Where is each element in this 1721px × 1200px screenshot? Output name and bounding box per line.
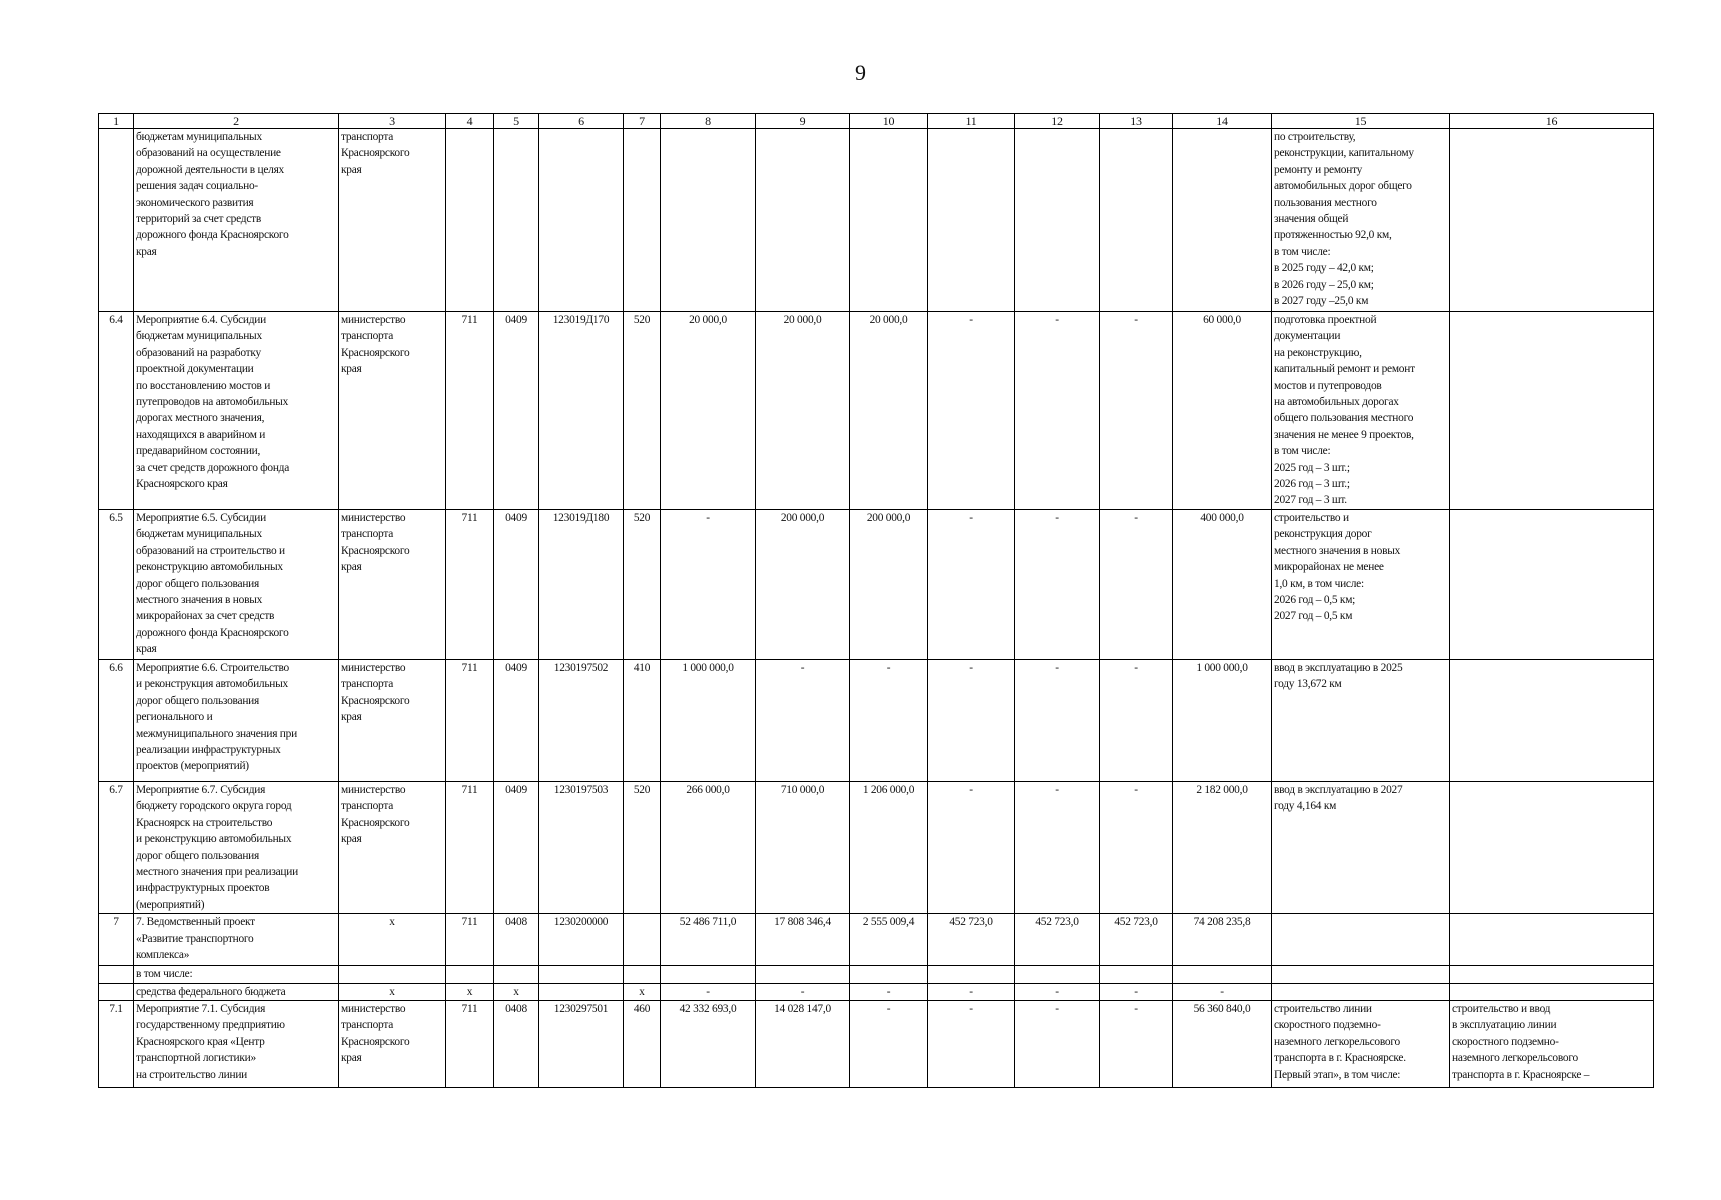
cell-c5: x [494,983,539,1000]
col-header: 15 [1272,114,1450,129]
cell-c7: 410 [624,659,661,781]
cell-c14: 74 208 235,8 [1173,914,1272,966]
table-row [99,1000,1654,1087]
cell-c9: 20 000,0 [756,312,850,510]
cell-c10: - [850,983,928,1000]
cell-c8: 266 000,0 [661,781,756,913]
cell-c11: - [928,312,1015,510]
col-header: 9 [756,114,850,129]
cell-c4: 711 [446,781,494,913]
cell-c8: 20 000,0 [661,312,756,510]
cell-c15: ввод в эксплуатацию в 2027 году 4,164 км [1272,781,1450,913]
cell-c6: 1230197502 [539,659,624,781]
cell-c6: 123019Д170 [539,312,624,510]
cell-c10: 2 555 009,4 [850,914,928,966]
col-header: 6 [539,114,624,129]
cell-c14: - [1173,983,1272,1000]
cell-no: 7 [99,914,134,966]
cell-c9 [756,966,850,983]
cell-no: 6.6 [99,659,134,781]
cell-exec: министерство транспорта Красноярского края [339,1000,446,1087]
cell-c16 [1450,659,1654,781]
col-header: 12 [1015,114,1100,129]
cell-c12 [1015,129,1100,312]
cell-c5: 0408 [494,914,539,966]
cell-c11: - [928,1000,1015,1087]
cell-exec: транспорта Красноярского края [339,129,446,312]
cell-name: 7. Ведомственный проект «Развитие транспортного комплекса» [134,914,339,966]
cell-no [99,983,134,1000]
cell-c5 [494,129,539,312]
cell-c8 [661,129,756,312]
cell-c8: - [661,509,756,659]
cell-c12: - [1015,312,1100,510]
cell-exec: министерство транспорта Красноярского края [339,659,446,781]
cell-c11: - [928,509,1015,659]
cell-c8: 52 486 711,0 [661,914,756,966]
header-row [99,114,1654,129]
cell-c15 [1272,914,1450,966]
cell-c11: 452 723,0 [928,914,1015,966]
cell-c12: - [1015,983,1100,1000]
cell-c12 [1015,966,1100,983]
cell-c8 [661,966,756,983]
cell-c10: 20 000,0 [850,312,928,510]
cell-c15: подготовка проектной документации на реконструкцию, капитальный ремонт и ремонт мостов и путепроводов на автомобильных дорогах общего пользования местного значения не менее 9 проектов, в том числе: 2025 год – 3 шт.; 2026 год – 3 шт.; 2027 год – 3 шт. [1272,312,1450,510]
cell-c4: 711 [446,1000,494,1087]
cell-c12: - [1015,781,1100,913]
col-header: 14 [1173,114,1272,129]
cell-c15: строительство линии скоростного подземно- наземного легкорельсового транспорта в г. Красноярске. Первый этап», в том числе: [1272,1000,1450,1087]
cell-c11: - [928,781,1015,913]
cell-c16 [1450,966,1654,983]
cell-exec: министерство транспорта Красноярского края [339,312,446,510]
cell-name: Мероприятие 6.6. Строительство и реконструкция автомобильных дорог общего пользования регионального и межмуниципального значения при реализации инфраструктурных проектов (мероприятий) [134,659,339,781]
col-header: 10 [850,114,928,129]
page-number: 9 [855,60,866,85]
cell-c7: 460 [624,1000,661,1087]
cell-c6: 1230197503 [539,781,624,913]
cell-no: 6.7 [99,781,134,913]
cell-name: бюджетам муниципальных образований на осуществление дорожной деятельности в целях решения задач социально- экономического развития территорий за счет средств дорожного фонда Красноярского края [134,129,339,312]
cell-c13 [1100,129,1173,312]
table-row [99,509,1654,659]
cell-c9 [756,129,850,312]
cell-c5: 0409 [494,781,539,913]
cell-c9: - [756,659,850,781]
cell-c6: 123019Д180 [539,509,624,659]
col-header: 11 [928,114,1015,129]
cell-c12: 452 723,0 [1015,914,1100,966]
cell-c8: 1 000 000,0 [661,659,756,781]
table-row [99,659,1654,781]
cell-c16 [1450,781,1654,913]
cell-c6: 1230200000 [539,914,624,966]
cell-c15: по строительству, реконструкции, капитальному ремонту и ремонту автомобильных дорог общего пользования местного значения общей протяженностью 92,0 км, в том числе: в 2025 году – 42,0 км; в 2026 году – 25,0 км; в 2027 году –25,0 км [1272,129,1450,312]
cell-c7: x [624,983,661,1000]
cell-c13 [1100,966,1173,983]
cell-c16 [1450,914,1654,966]
cell-c13: - [1100,312,1173,510]
cell-c4: 711 [446,659,494,781]
table-row [99,983,1654,1000]
cell-c4: 711 [446,509,494,659]
cell-c14: 60 000,0 [1173,312,1272,510]
table-row [99,781,1654,913]
col-header: 2 [134,114,339,129]
cell-c12: - [1015,509,1100,659]
cell-c14 [1173,129,1272,312]
cell-no [99,129,134,312]
cell-c4: 711 [446,312,494,510]
cell-c11: - [928,659,1015,781]
cell-exec: x [339,914,446,966]
cell-c13: - [1100,1000,1173,1087]
table-row [99,129,1654,312]
cell-c7: 520 [624,312,661,510]
table-row [99,914,1654,966]
cell-c9: - [756,983,850,1000]
cell-c6 [539,983,624,1000]
cell-c4: x [446,983,494,1000]
col-header: 5 [494,114,539,129]
cell-c9: 200 000,0 [756,509,850,659]
cell-c13: - [1100,509,1173,659]
col-header: 8 [661,114,756,129]
cell-c8: 42 332 693,0 [661,1000,756,1087]
col-header: 16 [1450,114,1654,129]
cell-c7: 520 [624,781,661,913]
cell-c5: 0409 [494,312,539,510]
col-header: 7 [624,114,661,129]
cell-c15: ввод в эксплуатацию в 2025 году 13,672 км [1272,659,1450,781]
cell-c10: - [850,1000,928,1087]
cell-c13: - [1100,781,1173,913]
cell-c14 [1173,966,1272,983]
cell-c7: 520 [624,509,661,659]
cell-c4 [446,129,494,312]
cell-c10: 1 206 000,0 [850,781,928,913]
col-header: 1 [99,114,134,129]
cell-c6: 1230297501 [539,1000,624,1087]
cell-c5 [494,966,539,983]
cell-c16 [1450,312,1654,510]
cell-exec: x [339,983,446,1000]
cell-c9: 17 808 346,4 [756,914,850,966]
cell-c10 [850,966,928,983]
cell-c16 [1450,129,1654,312]
cell-c6 [539,129,624,312]
cell-c7 [624,914,661,966]
cell-c13: 452 723,0 [1100,914,1173,966]
cell-c9: 14 028 147,0 [756,1000,850,1087]
cell-c4 [446,966,494,983]
cell-c4: 711 [446,914,494,966]
cell-c8: - [661,983,756,1000]
cell-c5: 0408 [494,1000,539,1087]
cell-exec [339,966,446,983]
cell-c12: - [1015,1000,1100,1087]
cell-c14: 1 000 000,0 [1173,659,1272,781]
table-row [99,312,1654,510]
cell-c5: 0409 [494,659,539,781]
cell-exec: министерство транспорта Красноярского края [339,781,446,913]
table-row [99,966,1654,983]
cell-name: средства федерального бюджета [134,983,339,1000]
col-header: 13 [1100,114,1173,129]
cell-no: 6.5 [99,509,134,659]
cell-c15 [1272,983,1450,1000]
cell-c16 [1450,509,1654,659]
cell-name: в том числе: [134,966,339,983]
cell-c10: 200 000,0 [850,509,928,659]
cell-c10 [850,129,928,312]
cell-c11 [928,966,1015,983]
cell-name: Мероприятие 7.1. Субсидия государственному предприятию Красноярского края «Центр транспортной логистики» на строительство линии [134,1000,339,1087]
cell-c6 [539,966,624,983]
cell-c15 [1272,966,1450,983]
cell-c14: 56 360 840,0 [1173,1000,1272,1087]
cell-c14: 2 182 000,0 [1173,781,1272,913]
cell-c11: - [928,983,1015,1000]
cell-no: 6.4 [99,312,134,510]
col-header: 3 [339,114,446,129]
cell-c9: 710 000,0 [756,781,850,913]
cell-name: Мероприятие 6.5. Субсидии бюджетам муниципальных образований на строительство и реконструкцию автомобильных дорог общего пользования местного значения в новых микрорайонах за счет средств дорожного фонда Красноярского края [134,509,339,659]
cell-c7 [624,966,661,983]
col-header: 4 [446,114,494,129]
cell-no [99,966,134,983]
cell-name: Мероприятие 6.7. Субсидия бюджету городского округа город Красноярск на строительство и реконструкцию автомобильных дорог общего пользования местного значения при реализации инфраструктурных проектов (мероприятий) [134,781,339,913]
cell-name: Мероприятие 6.4. Субсидии бюджетам муниципальных образований на разработку проектной документации по восстановлению мостов и путепроводов на автомобильных дорогах местного значения, находящихся в аварийном и предаварийном состоянии, за счет средств дорожного фонда Красноярского края [134,312,339,510]
cell-c14: 400 000,0 [1173,509,1272,659]
cell-no: 7.1 [99,1000,134,1087]
cell-c15: строительство и реконструкция дорог местного значения в новых микрорайонах не менее 1,0 км, в том числе: 2026 год – 0,5 км; 2027 год – 0,5 км [1272,509,1450,659]
cell-c12: - [1015,659,1100,781]
cell-c13: - [1100,983,1173,1000]
cell-c16: строительство и ввод в эксплуатацию линии скоростного подземно- наземного легкорельсового транспорта в г. Красноярске – [1450,1000,1654,1087]
cell-exec: министерство транспорта Красноярского края [339,509,446,659]
cell-c10: - [850,659,928,781]
cell-c16 [1450,983,1654,1000]
cell-c5: 0409 [494,509,539,659]
program-table [98,113,1654,1088]
cell-c13: - [1100,659,1173,781]
cell-c7 [624,129,661,312]
cell-c11 [928,129,1015,312]
